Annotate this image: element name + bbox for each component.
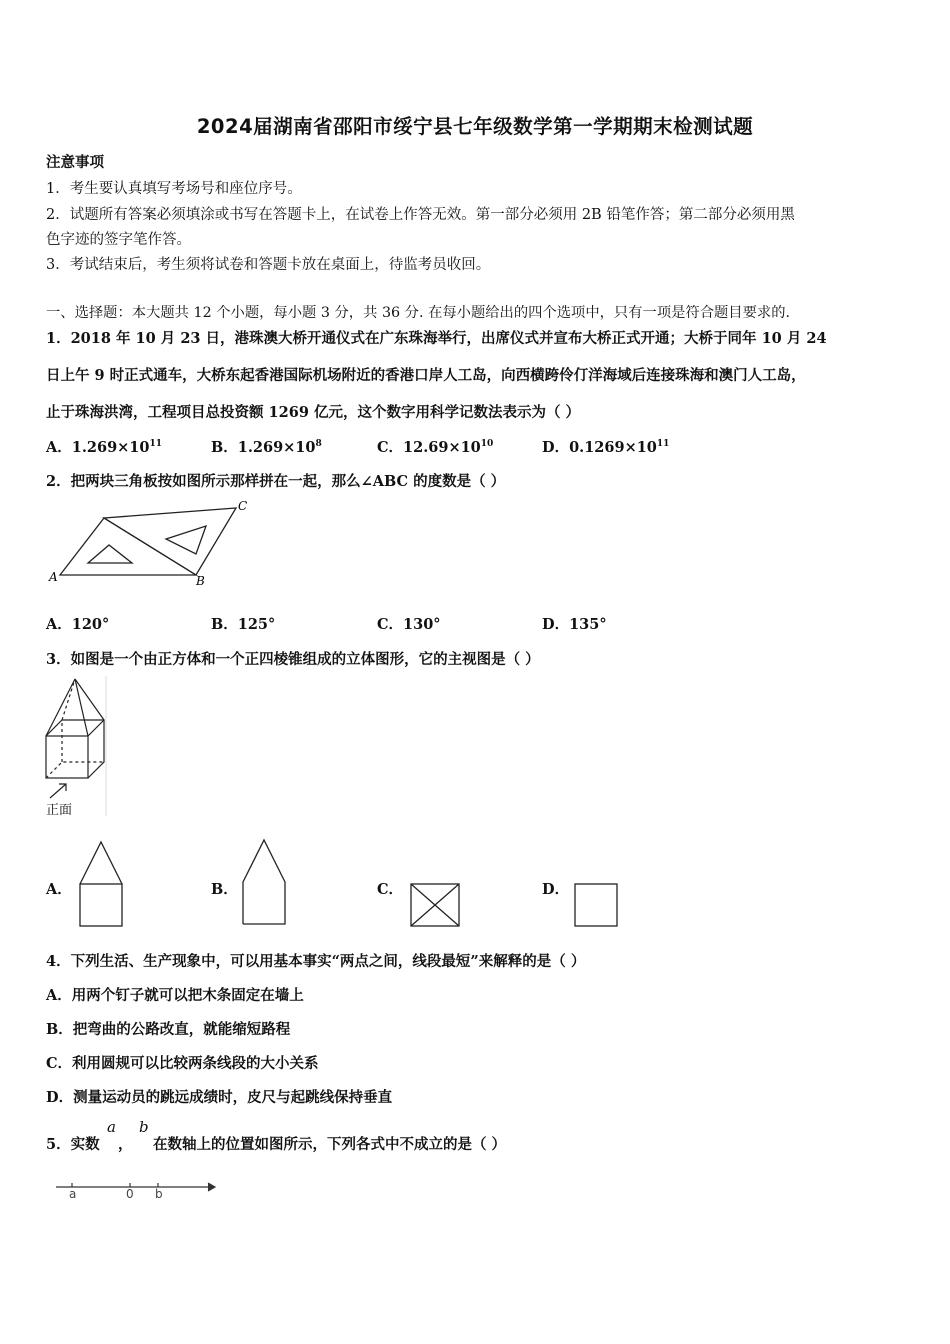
notice-heading: 注意事项 (46, 154, 104, 171)
q1-text: 止于珠海洪湾，工程项目总投资额 1269 亿元，这个数字用科学记数法表示为（ ） (46, 404, 580, 421)
q4-option-b: B．把弯曲的公路改直，就能缩短路程 (46, 1021, 291, 1038)
q5-axis-b: b (155, 1187, 163, 1201)
section-heading: 一、选择题：本大题共 12 个小题，每小题 3 分，共 36 分. 在每小题给出的四个选项中，只有一项是符合题目要求的. (46, 305, 791, 321)
notice-item: 3．考试结束后，考生须将试卷和答题卡放在桌面上，待监考员收回。 (46, 257, 491, 273)
q2-label-c: C (238, 499, 248, 513)
q4-option-d: D．测量运动员的跳远成绩时，皮尺与起跳线保持垂直 (46, 1089, 393, 1106)
notice-item: 2．试题所有答案必须填涂或书写在答题卡上，在试卷上作答无效。第一部分必须用 2B 铅笔作答；第二部分必须用黑 (46, 207, 795, 223)
q5-prefix: 5．实数 (46, 1136, 100, 1153)
q3-option-a-figure (76, 838, 128, 930)
q5-var-a: a (107, 1118, 116, 1136)
q2-option-c: C．130° (377, 616, 441, 633)
notice-item: 1．考生要认真填写考场号和座位序号。 (46, 181, 302, 197)
q3-option-d: D． (542, 881, 570, 898)
q3-option-b-figure (238, 836, 292, 930)
q2-label-b: B (196, 574, 205, 588)
q2-triangle-figure (46, 496, 256, 591)
notice-item: 色字迹的签字笔作答。 (46, 232, 191, 248)
q4-option-c: C．利用圆规可以比较两条线段的大小关系 (46, 1055, 319, 1072)
q5-suffix: 在数轴上的位置如图所示，下列各式中不成立的是（ ） (153, 1136, 507, 1153)
q4-option-a: A．用两个钉子就可以把木条固定在墙上 (46, 987, 304, 1004)
q3-option-c-figure (406, 880, 464, 930)
q3-text: 3．如图是一个由正方体和一个正四棱锥组成的立体图形，它的主视图是（ ） (46, 651, 540, 668)
q1-option-b: B．$1.269\times 10^8$ (211, 439, 322, 456)
q1-option-d: D．$0.1269\times 10^{11}$ (542, 439, 670, 456)
q5-comma: ， (118, 1136, 133, 1153)
q3-front-label: 正面 (46, 803, 73, 818)
q1-text: 1．2018 年 10 月 23 日，港珠澳大桥开通仪式在广东珠海举行，出席仪式并宣布大桥正式开通；大桥于同年 10 月 24 (46, 330, 827, 347)
q5-number-line (54, 1176, 224, 1206)
q3-option-b: B． (211, 881, 238, 898)
q1-option-c: C．$12.69\times 10^{10}$ (377, 439, 494, 456)
q3-option-c: C． (377, 881, 404, 898)
q5-axis-a: a (69, 1187, 77, 1201)
q4-text: 4．下列生活、生产现象中，可以用基本事实“两点之间，线段最短”来解释的是（ ） (46, 953, 586, 970)
q2-option-d: D．135° (542, 616, 607, 633)
q5-axis-zero: 0 (126, 1187, 134, 1201)
q3-option-d-figure (571, 880, 623, 930)
page-title: 2024届湖南省邵阳市绥宁县七年级数学第一学期期末检测试题 (196, 115, 754, 138)
q2-option-a: A．120° (46, 616, 110, 633)
q1-text: 日上午 9 时正式通车，大桥东起香港国际机场附近的香港口岸人工岛，向西横跨伶仃洋海域后连接珠海和澳门人工岛， (46, 367, 806, 384)
q2-label-a: A (49, 570, 58, 584)
q1-option-a: A．$1.269\times 10^{11}$ (46, 439, 163, 456)
q2-text: 2．把两块三角板按如图所示那样拼在一起，那么∠ABC 的度数是（ ） (46, 473, 506, 490)
q3-solid-figure (42, 676, 112, 816)
q5-var-b: b (139, 1118, 149, 1136)
q2-option-b: B．125° (211, 616, 276, 633)
q3-option-a: A． (46, 881, 72, 898)
